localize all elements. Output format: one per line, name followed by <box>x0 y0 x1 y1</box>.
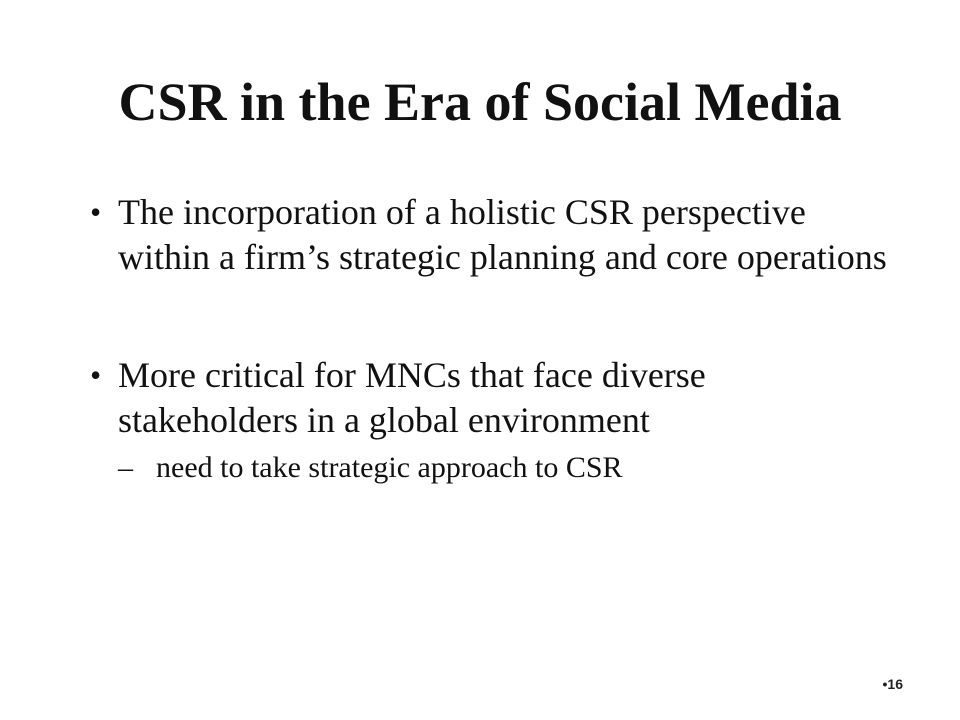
bullet-list <box>90 190 890 487</box>
bullet-text: The incorporation of a holistic CSR perspective within a firm’s strategic planning and core operations <box>118 192 887 277</box>
bullet-text: More critical for MNCs that face diverse stakeholders in a global environment <box>118 355 706 440</box>
bullet-item <box>90 190 890 280</box>
bullet-marker: • <box>90 194 102 230</box>
bullet-marker: • <box>90 357 102 393</box>
slide-number: •16 <box>882 676 903 692</box>
sub-bullet-item <box>118 449 890 487</box>
slide-title: CSR in the Era of Social Media <box>118 72 842 132</box>
sub-bullet-marker: – <box>118 451 133 484</box>
sub-bullet-text: need to take strategic approach to CSR <box>156 451 623 484</box>
bullet-item <box>90 353 890 487</box>
